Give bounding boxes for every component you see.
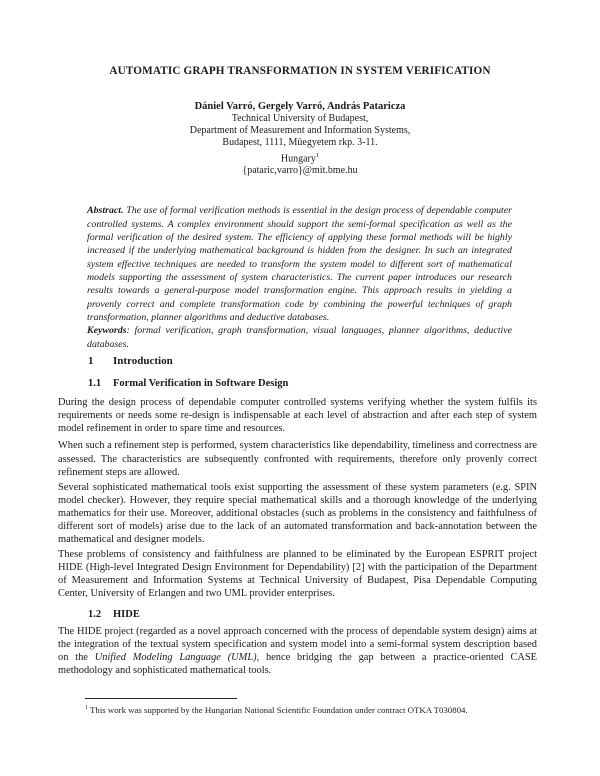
affiliation-line: Technical University of Budapest, — [231, 113, 369, 124]
body-paragraph: During the design process of dependable computer controlled systems verifying whether the system fulfils its requirements or needs some re-design is indispensable at each level of abstraction and after each step of system model refinement in order to spare time and resources. — [58, 397, 537, 435]
section-heading-introduction — [88, 355, 537, 368]
country-name: Hungary — [280, 152, 316, 164]
body-paragraph: When such a refinement step is performed, system characteristics like dependability, timeliness and correctness are assessed. The characteristics are subsequently confronted with requirements, therefore only provenly correct refinement steps are allowed. — [58, 440, 537, 478]
section-title: Introduction — [113, 355, 173, 368]
abstract-block — [87, 204, 512, 351]
section-heading-formal-verification — [88, 377, 537, 390]
affiliation-line: Budapest, 1111, Mûegyetem rkp. 3-11. — [222, 137, 378, 149]
section-heading-hide — [88, 608, 537, 621]
keywords-text: : formal verification, graph transformation, visual languages, planner algorithms, deductive databases. — [87, 325, 512, 350]
paragraph-text: The HIDE project (regarded as a novel approach concerned with the process of dependable system design) aims at the integration of the textual system specification and system model into a semi-formal system description based on the — [58, 625, 537, 663]
abstract-text: The use of formal verification methods is essential in the design process of dependable computer controlled systems. A complex environment should support the semi-formal specification as well as the formal verification of the desired system. The efficiency of applying these formal methods will be highly increased if the underlying mathematical background is hidden from the designer. In such an integrated system effective techniques are needed to transform the system model to different sort of mathematical models supporting the assessment of system characteristics. The current paper introduces our research results towards a general-purpose model transformation engine. This approach results in yielding a provenly correct and complete transformation code by combining the powerful techniques of graph transformation, planner algorithms and deductive databases. — [87, 205, 513, 324]
keywords-label: Keywords — [87, 325, 127, 337]
footnote-marker: 1 — [315, 151, 320, 159]
footnote-text: This work was supported by the Hungarian National Scientific Foundation under contract OTKA T030804. — [90, 704, 468, 715]
footnote-text-line — [85, 703, 525, 716]
contact-email: {pataric,varro}@mit.bme.hu — [242, 165, 358, 177]
body-paragraph: Several sophisticated mathematical tools exist supporting the assessment of these system parameters (e.g. SPIN model checker). However, they require special mathematical skills and a thorough knowledge of the underlying mathematics for their use. Moreover, additional obstacles (such as problems in the consistency and faithfulness of different sort of models) arise due to the lack of an automated transformation and back-annotation between the mathematical and designer models. — [58, 481, 537, 546]
keywords-paragraph — [87, 324, 512, 351]
abstract-paragraph — [87, 204, 512, 324]
paper-title: AUTOMATIC GRAPH TRANSFORMATION IN SYSTEM VERIFICATION — [109, 65, 491, 77]
body-paragraph — [58, 625, 537, 677]
section-title: HIDE — [113, 608, 140, 620]
footnote-separator-rule — [85, 698, 237, 699]
section-title: Formal Verification in Software Design — [113, 378, 289, 390]
affiliation-block — [0, 113, 600, 177]
abstract-label: Abstract. — [87, 205, 124, 217]
emphasized-term: Unified Modeling Language (UML) — [94, 651, 257, 663]
footnote-marker: 1 — [85, 705, 88, 711]
authors-line: Dániel Varró, Gergely Varró, András Pataricza — [194, 101, 406, 112]
section-number: 1.1 — [88, 378, 102, 390]
section-number: 1 — [88, 355, 94, 368]
paragraph-text: , hence bridging the gap between a practice-oriented CASE methodology and sophisticated mathematical tools. — [58, 651, 537, 676]
footnote-block — [85, 698, 525, 716]
affiliation-line: Department of Measurement and Information Systems, — [189, 125, 411, 137]
body-paragraph: These problems of consistency and faithfulness are planned to be eliminated by the European ESPRIT project HIDE (High-level Integrated Design Environment for Dependability) [2] with the participation of the Department of Measurement and Information Systems at Technical University of Budapest, Pisa Dependable Computing Center, University of Erlangen and two UML provider enterprises. — [58, 549, 537, 600]
section-number: 1.2 — [88, 608, 102, 620]
affiliation-country — [0, 150, 600, 166]
